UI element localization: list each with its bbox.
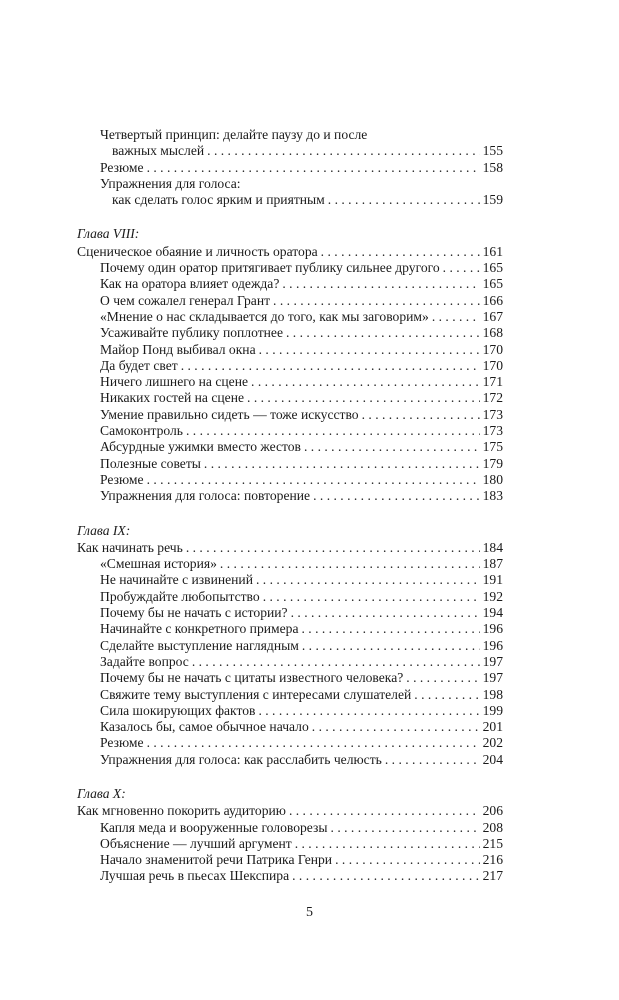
toc-entry-title: Сделайте выступление наглядным [100,637,299,653]
toc-entry-title: Самоконтроль [100,423,183,439]
toc-entry [77,309,503,325]
toc-entry-page: 170 [482,341,503,357]
dot-leader [147,472,480,488]
dot-leader [186,540,480,556]
dot-leader [331,820,480,836]
toc-entry-page: 180 [482,471,503,487]
toc-entry-title: Почему бы не начать с истории? [100,605,288,621]
toc-entry-title: Усаживайте публику поплотнее [100,325,283,341]
toc-entry-title: Никаких гостей на сцене [100,390,245,406]
toc-entry-page: 215 [482,835,503,851]
dot-leader [291,605,480,621]
toc-entry [77,572,503,588]
toc-entry-title: Не начинайте с извинений [100,572,253,588]
toc-entry-page: 206 [482,803,503,819]
toc-entry-page: 170 [482,357,503,373]
dot-leader [207,143,479,159]
toc-entry-title: Капля меда и вооруженные головорезы [100,819,328,835]
toc-entry-title: Объяснение — лучший аргумент [100,835,292,851]
toc-entry-title: Задайте вопрос [100,653,189,669]
toc-entry-page: 172 [482,390,503,406]
toc-entry [77,244,503,260]
dot-leader [385,752,480,768]
dot-leader [192,654,480,670]
dot-leader [259,342,480,358]
toc-entry-page: 197 [482,670,503,686]
toc-entry-title: как сделать голос ярким и приятным [112,192,325,208]
toc-entry-page: 155 [482,143,503,159]
toc-entry [77,638,503,654]
dot-leader [220,556,480,572]
page-number: 5 [306,905,313,920]
dot-leader [251,374,480,390]
toc-entry-title: Полезные советы [100,455,201,471]
toc-entry [77,852,503,868]
dot-leader [204,456,480,472]
toc-entry-page: 179 [482,455,503,471]
toc-entry [77,390,503,406]
toc-entry-page: 196 [482,621,503,637]
toc-entry-page: 161 [482,243,503,259]
dot-leader [181,358,480,374]
toc-entry-page: 184 [482,539,503,555]
toc-entry-title: Четвертый принцип: делайте паузу до и после [100,127,368,142]
dot-leader [247,390,480,406]
toc-entry-page: 158 [482,159,503,175]
toc-entry-page: 175 [482,439,503,455]
dot-leader [258,703,479,719]
toc-entry-title: Упражнения для голоса: повторение [100,488,311,504]
toc-entry [77,488,503,504]
toc-entry-page: 199 [482,702,503,718]
toc-entry-title: Упражнения для голоса: как расслабить челюсть [100,751,382,767]
toc-entry-title: Свяжите тему выступления с интересами слушателей [100,686,412,702]
toc-entry-title: Как начинать речь [77,539,183,555]
toc-entry [77,868,503,884]
toc-entry-title: Как мгновенно покорить аудиторию [77,803,286,819]
toc-entry [77,127,503,143]
toc-entry-title: Ничего лишнего на сцене [100,374,249,390]
toc-entry-page: 198 [482,686,503,702]
toc-entry [77,407,503,423]
toc-entry-title: Пробуждайте любопытство [100,588,260,604]
toc-entry [77,687,503,703]
dot-leader [414,687,479,703]
chapter-label: Глава X: [77,785,126,801]
toc-entry-title: «Мнение о нас складывается до того, как мы заговорим» [100,308,429,324]
toc-entry-title: Начало знаменитой речи Патрика Генри [100,852,333,868]
toc-entry [77,276,503,292]
toc-entry [77,358,503,374]
dot-leader [432,309,480,325]
dot-leader [295,836,480,852]
toc-entry-page: 165 [482,260,503,276]
dot-leader [313,488,480,504]
toc-entry-page: 165 [482,276,503,292]
toc-entry [77,556,503,572]
chapter-label: Глава VIII: [77,226,140,242]
dot-leader [147,735,480,751]
toc-entry-title: Резюме [100,471,144,487]
dot-leader [362,407,480,423]
toc-entry-title: Упражнения для голоса: [100,175,241,191]
toc-entry [77,456,503,472]
toc-entry [77,654,503,670]
toc-entry-page: 217 [482,868,503,884]
toc-entry [77,540,503,556]
toc-entry-title: Резюме [100,159,144,175]
toc-entry-page: 208 [482,819,503,835]
toc-entry [77,752,503,768]
dot-leader [302,638,480,654]
toc-entry [77,342,503,358]
toc-entry-title: Да будет свет [100,357,178,373]
toc-entry-title: «Смешная история» [100,556,217,572]
toc-entry-title: О чем сожалел генерал Грант [100,292,271,308]
toc-entry-title: важных мыслей [112,143,205,159]
toc-entry-page: 216 [482,852,503,868]
toc-entry-title: Умение правильно сидеть — тоже искусство [100,406,359,422]
toc-entry-page: 173 [482,423,503,439]
toc-entry-page: 197 [482,653,503,669]
toc-entry-page: 187 [482,556,503,572]
dot-leader [292,868,479,884]
toc-entry-title: Резюме [100,735,144,751]
dot-leader [304,439,480,455]
toc-entry-page: 173 [482,406,503,422]
toc-entry-title: Начинайте с конкретного примера [100,621,299,637]
toc-entry [77,670,503,686]
dot-leader [289,803,480,819]
toc-entry-page: 183 [482,488,503,504]
toc-entry-page: 196 [482,637,503,653]
toc-entry [77,176,503,192]
toc-entry [77,439,503,455]
dot-leader [328,192,480,208]
toc-entry [77,703,503,719]
toc-entry-title: Почему бы не начать с цитаты известного человека? [100,670,404,686]
dot-leader [186,423,480,439]
toc-entry [77,160,503,176]
toc-entry-page: 168 [482,325,503,341]
toc-entry-page: 192 [482,588,503,604]
toc-entry-page: 204 [482,751,503,767]
toc-entry [77,260,503,276]
toc-entry-title: Как на оратора влияет одежда? [100,276,280,292]
toc-entry [77,589,503,605]
dot-leader [282,276,479,292]
dot-leader [321,244,480,260]
toc-entry [77,605,503,621]
toc-entry-title: Абсурдные ужимки вместо жестов [100,439,301,455]
toc-entry [77,325,503,341]
toc-entry-title: Сценическое обаяние и личность оратора [77,243,318,259]
dot-leader [301,621,479,637]
toc-entry-page: 202 [482,735,503,751]
dot-leader [286,325,480,341]
dot-leader [263,589,480,605]
dot-leader [443,260,480,276]
toc-entry [77,621,503,637]
toc-entry [77,293,503,309]
toc-entry-title: Лучшая речь в пьесах Шекспира [100,868,290,884]
dot-leader [256,572,480,588]
dot-leader [312,719,480,735]
toc-entry [77,143,503,159]
toc-entry [77,719,503,735]
toc-entry-title: Сила шокирующих фактов [100,702,256,718]
table-of-contents [77,127,503,885]
toc-entry [77,192,503,208]
toc-entry-page: 201 [482,719,503,735]
toc-entry [77,735,503,751]
toc-entry [77,472,503,488]
toc-entry-page: 167 [482,308,503,324]
toc-entry-title: Казалось бы, самое обычное начало [100,719,309,735]
toc-entry [77,820,503,836]
dot-leader [406,670,479,686]
toc-entry [77,836,503,852]
chapter-label: Глава IX: [77,522,131,538]
toc-entry-page: 166 [482,292,503,308]
toc-entry-page: 194 [482,605,503,621]
dot-leader [335,852,480,868]
toc-entry-page: 159 [482,192,503,208]
dot-leader [273,293,480,309]
toc-entry-title: Почему один оратор притягивает публику сильнее другого [100,260,440,276]
toc-entry [77,423,503,439]
toc-entry [77,803,503,819]
toc-entry-title: Майор Понд выбивал окна [100,341,256,357]
toc-entry [77,374,503,390]
dot-leader [147,160,480,176]
toc-entry-page: 191 [482,572,503,588]
toc-entry-page: 171 [482,374,503,390]
